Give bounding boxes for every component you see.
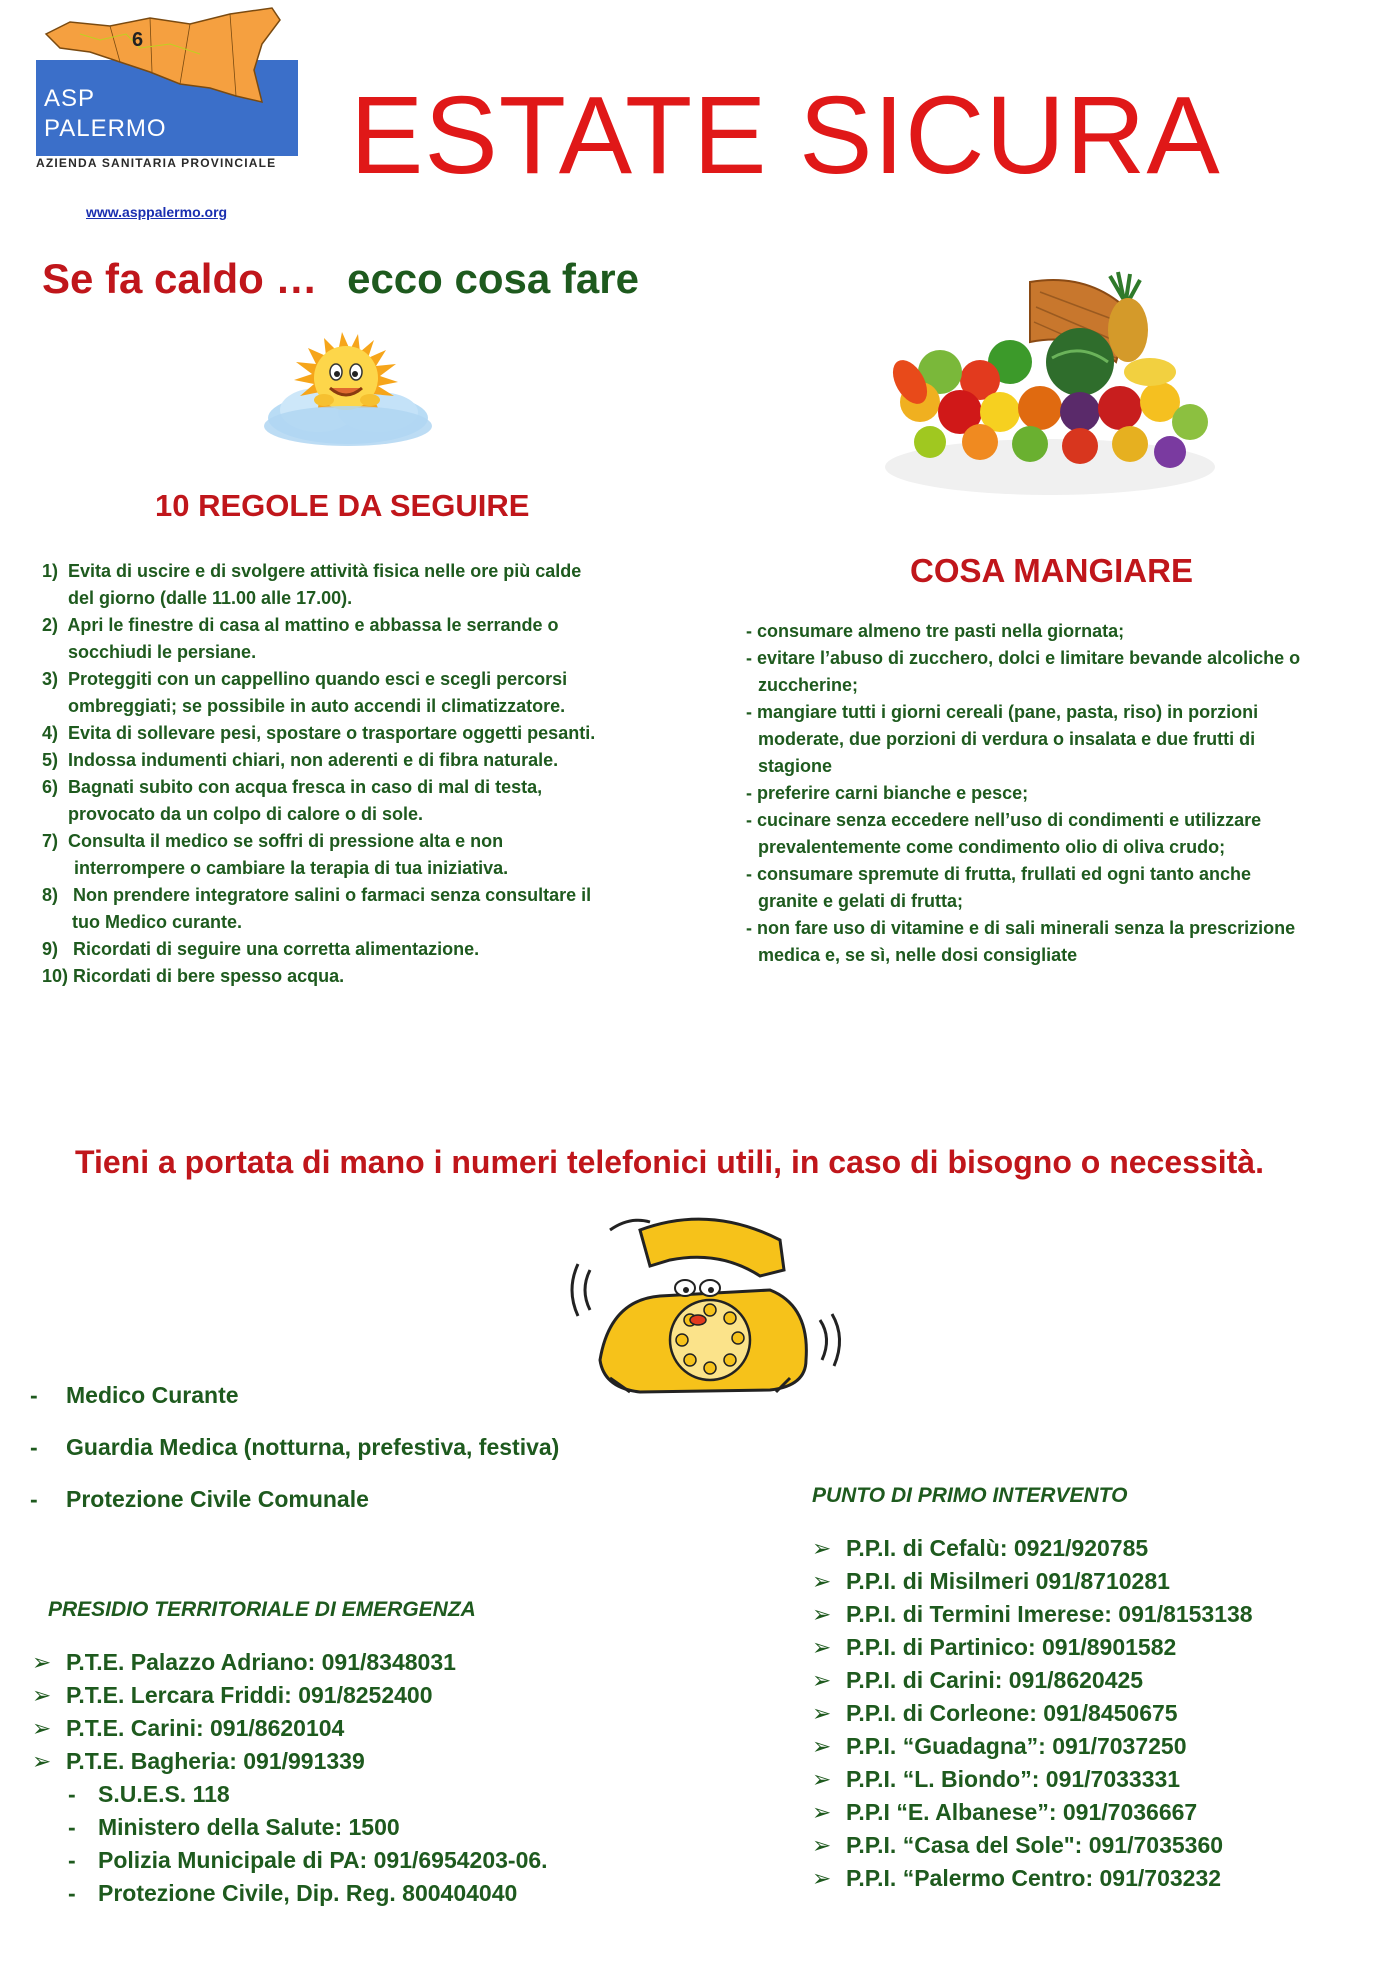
arrow-bullet-icon: ➢ [812, 1667, 832, 1693]
food-text: - evitare l’abuso di zucchero, dolci e limitare bevande alcoliche o [746, 648, 1301, 668]
food-item [746, 618, 1336, 645]
rule-number: 3) [42, 669, 59, 689]
logo-city: PALERMO [44, 115, 167, 142]
ppi-item [812, 1565, 1253, 1598]
arrow-bullet-icon: ➢ [32, 1715, 52, 1741]
rule-text-cont: ombreggiati; se possibile in auto accendi il climatizzatore. [68, 696, 566, 716]
contacts-list [30, 1382, 559, 1538]
ppi-heading: PUNTO DI PRIMO INTERVENTO [812, 1484, 1128, 1507]
rules-title: 10 REGOLE DA SEGUIRE [155, 488, 530, 523]
arrow-bullet-icon: ➢ [812, 1601, 832, 1627]
pte-item [32, 1679, 548, 1712]
rule-item [42, 828, 652, 882]
rule-number: 10) [42, 966, 69, 986]
ppi-text: P.P.I. di Corleone: 091/8450675 [846, 1700, 1178, 1726]
pte-item [32, 1745, 548, 1778]
rule-text-cont: del giorno (dalle 11.00 alle 17.00). [68, 588, 353, 608]
food-text-cont: prevalentemente come condimento olio di oliva crudo; [758, 837, 1226, 857]
rule-item [42, 558, 652, 612]
rule-text-cont: socchiudi le persiane. [68, 642, 257, 662]
ppi-item [812, 1598, 1253, 1631]
rule-item [42, 963, 652, 990]
rule-text: Ricordati di bere spesso acqua. [73, 966, 345, 986]
rule-number: 9) [42, 939, 59, 959]
ppi-item [812, 1829, 1253, 1862]
arrow-bullet-icon: ➢ [812, 1733, 832, 1759]
rule-item [42, 882, 652, 936]
food-title: COSA MANGIARE [910, 552, 1193, 589]
pte-text: P.T.E. Bagheria: 091/991339 [66, 1748, 365, 1774]
other-item [32, 1811, 548, 1844]
arrow-bullet-icon: ➢ [32, 1682, 52, 1708]
contact-item [30, 1486, 559, 1538]
food-item [746, 645, 1336, 699]
phone-numbers-message: Tieni a portata di mano i numeri telefonici utili, in caso di bisogno o necessità. [75, 1144, 1264, 1180]
rule-item [42, 774, 652, 828]
food-item [746, 861, 1336, 915]
arrow-bullet-icon: ➢ [812, 1832, 832, 1858]
ppi-text: P.P.I. “L. Biondo”: 091/7033331 [846, 1766, 1181, 1792]
ppi-text: P.P.I. “Palermo Centro: 091/703232 [846, 1865, 1222, 1891]
food-text: - consumare almeno tre pasti nella giornata; [746, 621, 1125, 641]
rule-item [42, 612, 652, 666]
food-text: - cucinare senza eccedere nell’uso di condimenti e utilizzare [746, 810, 1262, 830]
fruit-basket-image [880, 262, 1220, 502]
page-title: ESTATE SICURA [350, 74, 1221, 197]
ppi-text: P.P.I. di Carini: 091/8620425 [846, 1667, 1144, 1693]
dash-bullet: - [68, 1781, 76, 1807]
logo-number: 6 [132, 29, 144, 51]
other-item [32, 1844, 548, 1877]
food-item [746, 807, 1336, 861]
rule-text: Ricordati di seguire una corretta alimentazione. [73, 939, 480, 959]
rule-number: 4) [42, 723, 59, 743]
other-text: Polizia Municipale di PA: 091/6954203-06. [98, 1847, 548, 1873]
ppi-text: P.P.I. “Casa del Sole": 091/7035360 [846, 1832, 1224, 1858]
rule-text: Apri le finestre di casa al mattino e abbassa le serrande o [67, 615, 559, 635]
rule-item [42, 720, 652, 747]
rule-number: 2) [42, 615, 59, 635]
contact-text: Protezione Civile Comunale [66, 1486, 369, 1512]
pte-list [32, 1646, 548, 1910]
food-text-cont: zuccherine; [758, 675, 859, 695]
ppi-text: P.P.I. di Misilmeri 091/8710281 [846, 1568, 1170, 1594]
arrow-bullet-icon: ➢ [812, 1766, 832, 1792]
ppi-text: P.P.I. di Termini Imerese: 091/8153138 [846, 1601, 1253, 1627]
ppi-item [812, 1664, 1253, 1697]
ppi-text: P.P.I “E. Albanese”: 091/7036667 [846, 1799, 1198, 1825]
arrow-bullet-icon: ➢ [812, 1535, 832, 1561]
ppi-item [812, 1730, 1253, 1763]
ppi-item [812, 1763, 1253, 1796]
pte-text: P.T.E. Palazzo Adriano: 091/8348031 [66, 1649, 456, 1675]
pte-item [32, 1646, 548, 1679]
rule-item [42, 747, 652, 774]
ppi-item [812, 1796, 1253, 1829]
contact-item [30, 1434, 559, 1486]
arrow-bullet-icon: ➢ [32, 1748, 52, 1774]
food-item [746, 915, 1336, 969]
rules-list [42, 558, 652, 990]
rule-number: 7) [42, 831, 59, 851]
rule-text-cont: interrompere o cambiare la terapia di tua iniziativa. [74, 858, 509, 878]
contact-item [30, 1382, 559, 1434]
food-text-cont: moderate, due porzioni di verdura o insalata e due frutti di [758, 729, 1256, 749]
rule-text: Indossa indumenti chiari, non aderenti e di fibra naturale. [68, 750, 559, 770]
dash-bullet: - [68, 1814, 76, 1840]
food-list [746, 618, 1336, 969]
arrow-bullet-icon: ➢ [812, 1700, 832, 1726]
subtitle-green: ecco cosa fare [347, 255, 639, 302]
ppi-item [812, 1862, 1253, 1895]
arrow-bullet-icon: ➢ [812, 1799, 832, 1825]
dash-bullet: - [30, 1486, 38, 1512]
subtitle-red: Se fa caldo … [42, 255, 318, 302]
dash-bullet: - [68, 1847, 76, 1873]
ppi-item [812, 1532, 1253, 1565]
dash-bullet: - [30, 1434, 38, 1460]
arrow-bullet-icon: ➢ [812, 1634, 832, 1660]
contact-text: Guardia Medica (notturna, prefestiva, festiva) [66, 1434, 560, 1460]
subtitle [42, 252, 639, 306]
food-item [746, 780, 1336, 807]
other-text: S.U.E.S. 118 [98, 1781, 230, 1807]
rule-text: Evita di uscire e di svolgere attività fisica nelle ore più calde [68, 561, 582, 581]
rule-text-cont: provocato da un colpo di calore o di sole. [68, 804, 424, 824]
arrow-bullet-icon: ➢ [812, 1568, 832, 1594]
food-item [746, 699, 1336, 780]
rule-number: 8) [42, 885, 59, 905]
food-text: - consumare spremute di frutta, frullati ed ogni tanto anche [746, 864, 1252, 884]
logo-asp-text [44, 84, 167, 144]
rule-number: 1) [42, 561, 59, 581]
dash-bullet: - [68, 1880, 76, 1906]
logo-org-name: AZIENDA SANITARIA PROVINCIALE [36, 156, 277, 170]
food-text: - non fare uso di vitamine e di sali minerali senza la prescrizione [746, 918, 1296, 938]
rule-number: 6) [42, 777, 59, 797]
ppi-text: P.P.I. “Guadagna”: 091/7037250 [846, 1733, 1187, 1759]
telephone-icon [570, 1210, 850, 1400]
pte-heading: PRESIDIO TERRITORIALE DI EMERGENZA [48, 1598, 476, 1621]
rule-text: Proteggiti con un cappellino quando esci e scegli percorsi [68, 669, 568, 689]
other-text: Protezione Civile, Dip. Reg. 800404040 [98, 1880, 518, 1906]
dash-bullet: - [30, 1382, 38, 1408]
ppi-text: P.P.I. di Partinico: 091/8901582 [846, 1634, 1177, 1660]
rule-item [42, 936, 652, 963]
rule-text: Consulta il medico se soffri di pressione alta e non [68, 831, 504, 851]
smiling-sun-icon [258, 330, 438, 455]
rule-number: 5) [42, 750, 59, 770]
logo-asp: ASP [44, 85, 96, 112]
food-text-cont: medica e, se sì, nelle dosi consigliate [758, 945, 1078, 965]
food-text-cont: stagione [758, 756, 833, 776]
food-text: - preferire carni bianche e pesce; [746, 783, 1029, 803]
other-text: Ministero della Salute: 1500 [98, 1814, 400, 1840]
rule-text: Bagnati subito con acqua fresca in caso di mal di testa, [68, 777, 543, 797]
pte-item [32, 1712, 548, 1745]
other-item [32, 1778, 548, 1811]
other-item [32, 1877, 548, 1910]
ppi-item [812, 1631, 1253, 1664]
ppi-item [812, 1697, 1253, 1730]
rule-text: Evita di sollevare pesi, spostare o trasportare oggetti pesanti. [68, 723, 596, 743]
rule-text-cont: tuo Medico curante. [72, 912, 243, 932]
pte-text: P.T.E. Carini: 091/8620104 [66, 1715, 345, 1741]
rule-item [42, 666, 652, 720]
arrow-bullet-icon: ➢ [32, 1649, 52, 1675]
food-text: - mangiare tutti i giorni cereali (pane, pasta, riso) in porzioni [746, 702, 1259, 722]
arrow-bullet-icon: ➢ [812, 1865, 832, 1891]
ppi-text: P.P.I. di Cefalù: 0921/920785 [846, 1535, 1149, 1561]
contact-text: Medico Curante [66, 1382, 239, 1408]
pte-text: P.T.E. Lercara Friddi: 091/8252400 [66, 1682, 433, 1708]
ppi-list [812, 1532, 1253, 1895]
asp-palermo-logo [30, 0, 300, 172]
food-text-cont: granite e gelati di frutta; [758, 891, 964, 911]
website-link[interactable]: www.asppalermo.org [86, 204, 228, 220]
rule-text: Non prendere integratore salini o farmaci senza consultare il [73, 885, 592, 905]
